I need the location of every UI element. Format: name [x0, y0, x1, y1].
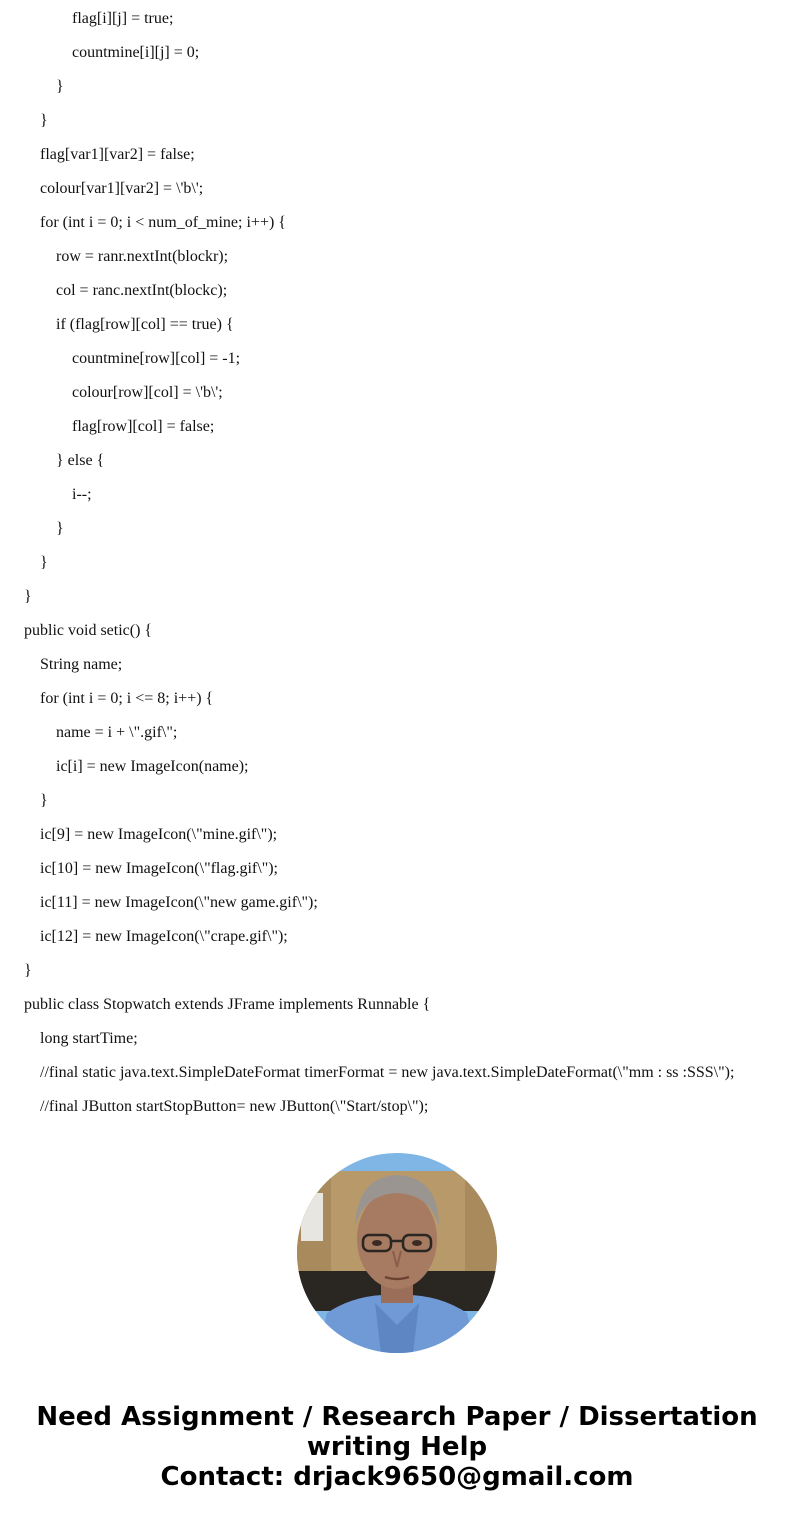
code-line: row = ranr.nextInt(blockr);: [56, 248, 229, 265]
code-line: colour[row][col] = \'b\';: [72, 384, 223, 401]
code-line: }: [40, 112, 48, 129]
code-line: name = i + \".gif\";: [56, 724, 178, 741]
code-line: }: [40, 792, 48, 809]
author-avatar: [297, 1153, 497, 1353]
code-line: } else {: [56, 452, 105, 469]
code-line: }: [24, 588, 32, 605]
code-line: countmine[row][col] = -1;: [72, 350, 241, 367]
code-line: i--;: [72, 486, 92, 503]
contact-email: Contact: drjack9650@gmail.com: [160, 1462, 634, 1492]
code-line: //final JButton startStopButton= new JButton(\"Start/stop\");: [40, 1098, 429, 1115]
code-line: ic[i] = new ImageIcon(name);: [56, 758, 249, 775]
code-line: //final static java.text.SimpleDateFormat timerFormat = new java.text.SimpleDateFormat(\"mm : ss :SSS\");: [40, 1064, 735, 1081]
code-line: }: [24, 962, 32, 979]
code-line: }: [56, 78, 64, 95]
code-line: ic[10] = new ImageIcon(\"flag.gif\");: [40, 860, 278, 877]
code-line: ic[12] = new ImageIcon(\"crape.gif\");: [40, 928, 288, 945]
code-line: flag[row][col] = false;: [72, 418, 215, 435]
code-line: ic[11] = new ImageIcon(\"new game.gif\");: [40, 894, 318, 911]
cta-headline: Need Assignment / Research Paper / Dissertation: [36, 1402, 758, 1432]
code-line: flag[i][j] = true;: [72, 10, 174, 27]
code-line: for (int i = 0; i < num_of_mine; i++) {: [40, 214, 286, 231]
code-line: col = ranc.nextInt(blockc);: [56, 282, 228, 299]
code-line: }: [40, 554, 48, 571]
code-line: if (flag[row][col] == true) {: [56, 316, 234, 333]
cta-subheadline: writing Help: [306, 1432, 488, 1462]
code-line: flag[var1][var2] = false;: [40, 146, 195, 163]
code-line: public void setic() {: [24, 622, 153, 639]
author-portrait-icon: [297, 1153, 497, 1353]
code-line: }: [56, 520, 64, 537]
code-line: for (int i = 0; i <= 8; i++) {: [40, 690, 214, 707]
code-line: String name;: [40, 656, 123, 673]
code-line: countmine[i][j] = 0;: [72, 44, 200, 61]
code-line: long startTime;: [40, 1030, 138, 1047]
code-line: ic[9] = new ImageIcon(\"mine.gif\");: [40, 826, 278, 843]
code-line: colour[var1][var2] = \'b\';: [40, 180, 204, 197]
code-line: public class Stopwatch extends JFrame implements Runnable {: [24, 996, 431, 1013]
contact-banner: [0, 1402, 794, 1492]
